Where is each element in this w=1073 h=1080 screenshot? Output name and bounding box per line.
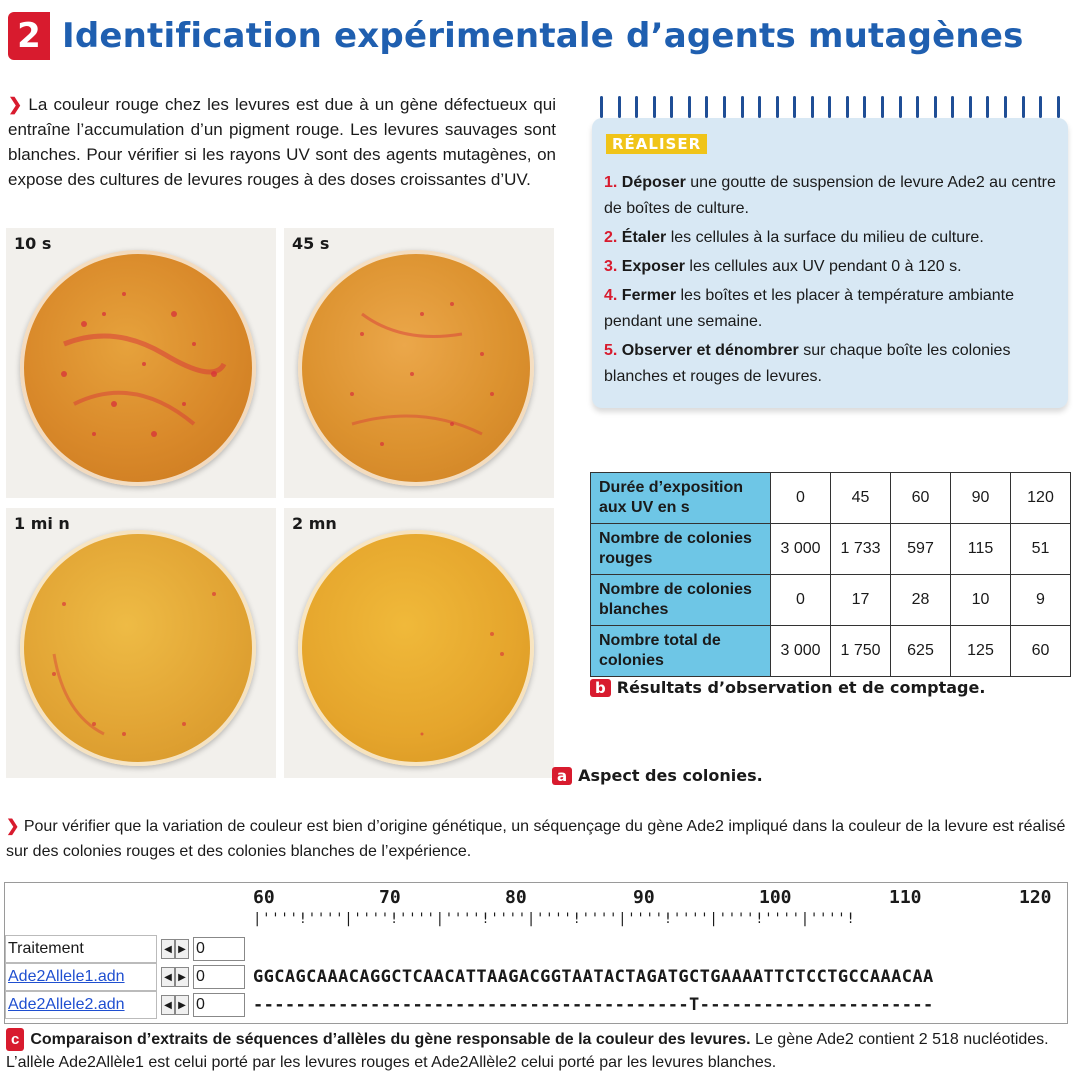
page-title: Identification expérimentale d’agents mutagènes <box>62 16 1024 56</box>
table-row <box>591 626 1071 677</box>
table-cell: 60 <box>891 473 951 524</box>
table-cell: 45 <box>831 473 891 524</box>
table-row <box>591 473 1071 524</box>
right-arrow-icon[interactable]: ▶ <box>175 967 189 987</box>
table-cell: 1 750 <box>831 626 891 677</box>
sequence-name-link[interactable]: Ade2Allele1.adn <box>5 963 157 991</box>
left-arrow-icon[interactable]: ◀ <box>161 939 175 959</box>
position-field[interactable]: 0 <box>193 993 245 1017</box>
table-row <box>591 524 1071 575</box>
row-header: Nombre total de colonies <box>591 626 771 677</box>
photo-label: 10 s <box>14 234 52 253</box>
intro-paragraph <box>8 92 556 192</box>
left-arrow-icon[interactable]: ◀ <box>161 967 175 987</box>
photo-label: 1 mi n <box>14 514 70 533</box>
sequence-row <box>5 935 1067 963</box>
sequence-ruler <box>249 885 1069 931</box>
realiser-tag: RÉALISER <box>606 134 707 154</box>
sequence-letters: -----------------------------------------T---------------------- <box>253 995 934 1015</box>
right-arrow-icon[interactable]: ▶ <box>175 939 189 959</box>
photo-dish-2 <box>284 228 554 498</box>
ruler-number: 100 <box>759 887 792 908</box>
arrow-controls <box>161 967 189 987</box>
position-field[interactable]: 0 <box>193 965 245 989</box>
sequence-name-link[interactable]: Ade2Allele2.adn <box>5 991 157 1019</box>
photo-label: 45 s <box>292 234 330 253</box>
caption-tag: a <box>552 767 572 785</box>
table-cell: 1 733 <box>831 524 891 575</box>
title-bar <box>8 12 1024 60</box>
caption-tag: b <box>590 679 611 697</box>
table-cell: 120 <box>1011 473 1071 524</box>
caption-tag: c <box>6 1028 24 1051</box>
ruler-number: 110 <box>889 887 922 908</box>
arrow-controls <box>161 995 189 1015</box>
table-cell: 10 <box>951 575 1011 626</box>
spiral-binding <box>600 96 1060 120</box>
realiser-card <box>592 118 1068 408</box>
table-cell: 625 <box>891 626 951 677</box>
table-cell: 3 000 <box>771 524 831 575</box>
bullet-icon: ❯ <box>8 95 29 114</box>
petri-dish-image <box>298 530 534 766</box>
steps-list <box>604 170 1056 393</box>
position-field[interactable]: 0 <box>193 937 245 961</box>
caption-a <box>552 766 763 785</box>
ruler-number: 120 <box>1019 887 1052 908</box>
sequence-letters: GGCAGCAAACAGGCTCAACATTAAGACGGTAATACTAGATGCTGAAAATTCTCCTGCCAAACAA <box>253 967 934 987</box>
table-cell: 0 <box>771 575 831 626</box>
step-item: 4. Fermer les boîtes et les placer à température ambiante pendant une semaine. <box>604 287 1015 330</box>
photo-dish-1 <box>6 228 276 498</box>
sequence-name: Traitement <box>5 935 157 963</box>
sequence-row <box>5 963 1067 991</box>
step-item: 2. Étaler les cellules à la surface du milieu de culture. <box>604 229 984 246</box>
right-arrow-icon[interactable]: ▶ <box>175 995 189 1015</box>
table-cell: 0 <box>771 473 831 524</box>
table-cell: 597 <box>891 524 951 575</box>
petri-dish-image <box>298 250 534 486</box>
ruler-number: 90 <box>633 887 655 908</box>
ruler-number: 80 <box>505 887 527 908</box>
table-cell: 125 <box>951 626 1011 677</box>
caption-text: Résultats d’observation et de comptage. <box>616 678 986 697</box>
caption-text: Aspect des colonies. <box>578 766 763 785</box>
row-header: Durée d’exposition aux UV en s <box>591 473 771 524</box>
section-number: 2 <box>8 12 50 60</box>
results-table <box>590 472 1071 677</box>
photo-label: 2 mn <box>292 514 337 533</box>
table-cell: 90 <box>951 473 1011 524</box>
table-cell: 115 <box>951 524 1011 575</box>
table-cell: 17 <box>831 575 891 626</box>
caption-text: Le gène Ade2 contient 2 518 nucléotides. L’allèle Ade2Allèle1 est celui porté par les levures rouges et Ade2Allèle2 celui porté par les levures blanches. <box>6 1031 1049 1071</box>
left-arrow-icon[interactable]: ◀ <box>161 995 175 1015</box>
table-cell: 28 <box>891 575 951 626</box>
table-cell: 60 <box>1011 626 1071 677</box>
ruler-number: 60 <box>253 887 275 908</box>
bullet-icon: ❯ <box>6 818 24 835</box>
intro-text: La couleur rouge chez les levures est due à un gène défectueux qui entraîne l’accumulation d’un pigment rouge. Les levures sauvages sont blanches. Pour vérifier si les rayons UV sont des agents mutagènes, on expose des cultures de levures rouges à des doses croissantes d’UV. <box>8 95 556 189</box>
step-item: 5. Observer et dénombrer sur chaque boîte les colonies blanches et rouges de levures. <box>604 342 1011 385</box>
row-header: Nombre de colonies rouges <box>591 524 771 575</box>
photo-dish-4 <box>284 508 554 778</box>
step-item: 3. Exposer les cellules aux UV pendant 0 à 120 s. <box>604 258 962 275</box>
petri-dish-image <box>20 250 256 486</box>
caption-bold: Comparaison d’extraits de séquences d’allèles du gène responsable de la couleur des levures. <box>30 1031 751 1048</box>
caption-b <box>590 678 985 697</box>
table-cell: 9 <box>1011 575 1071 626</box>
sequence-viewer <box>4 882 1068 1024</box>
caption-c <box>6 1028 1066 1074</box>
sequence-row <box>5 991 1067 1019</box>
second-paragraph <box>6 814 1066 864</box>
row-header: Nombre de colonies blanches <box>591 575 771 626</box>
petri-dish-image <box>20 530 256 766</box>
table-cell: 3 000 <box>771 626 831 677</box>
arrow-controls <box>161 939 189 959</box>
para2-text: Pour vérifier que la variation de couleur est bien d’origine génétique, un séquençage du gène Ade2 impliqué dans la couleur de la levure est réalisé sur des colonies rouges et des colonies blanches de l’expérience. <box>6 818 1066 860</box>
step-item: 1. Déposer une goutte de suspension de levure Ade2 au centre de boîtes de culture. <box>604 174 1056 217</box>
ruler-ticks: |''''!''''|''''!''''|''''!''''|''''!''''|''''!''''|''''!''''|''''! <box>253 911 856 927</box>
table-cell: 51 <box>1011 524 1071 575</box>
photo-dish-3 <box>6 508 276 778</box>
table-row <box>591 575 1071 626</box>
ruler-number: 70 <box>379 887 401 908</box>
